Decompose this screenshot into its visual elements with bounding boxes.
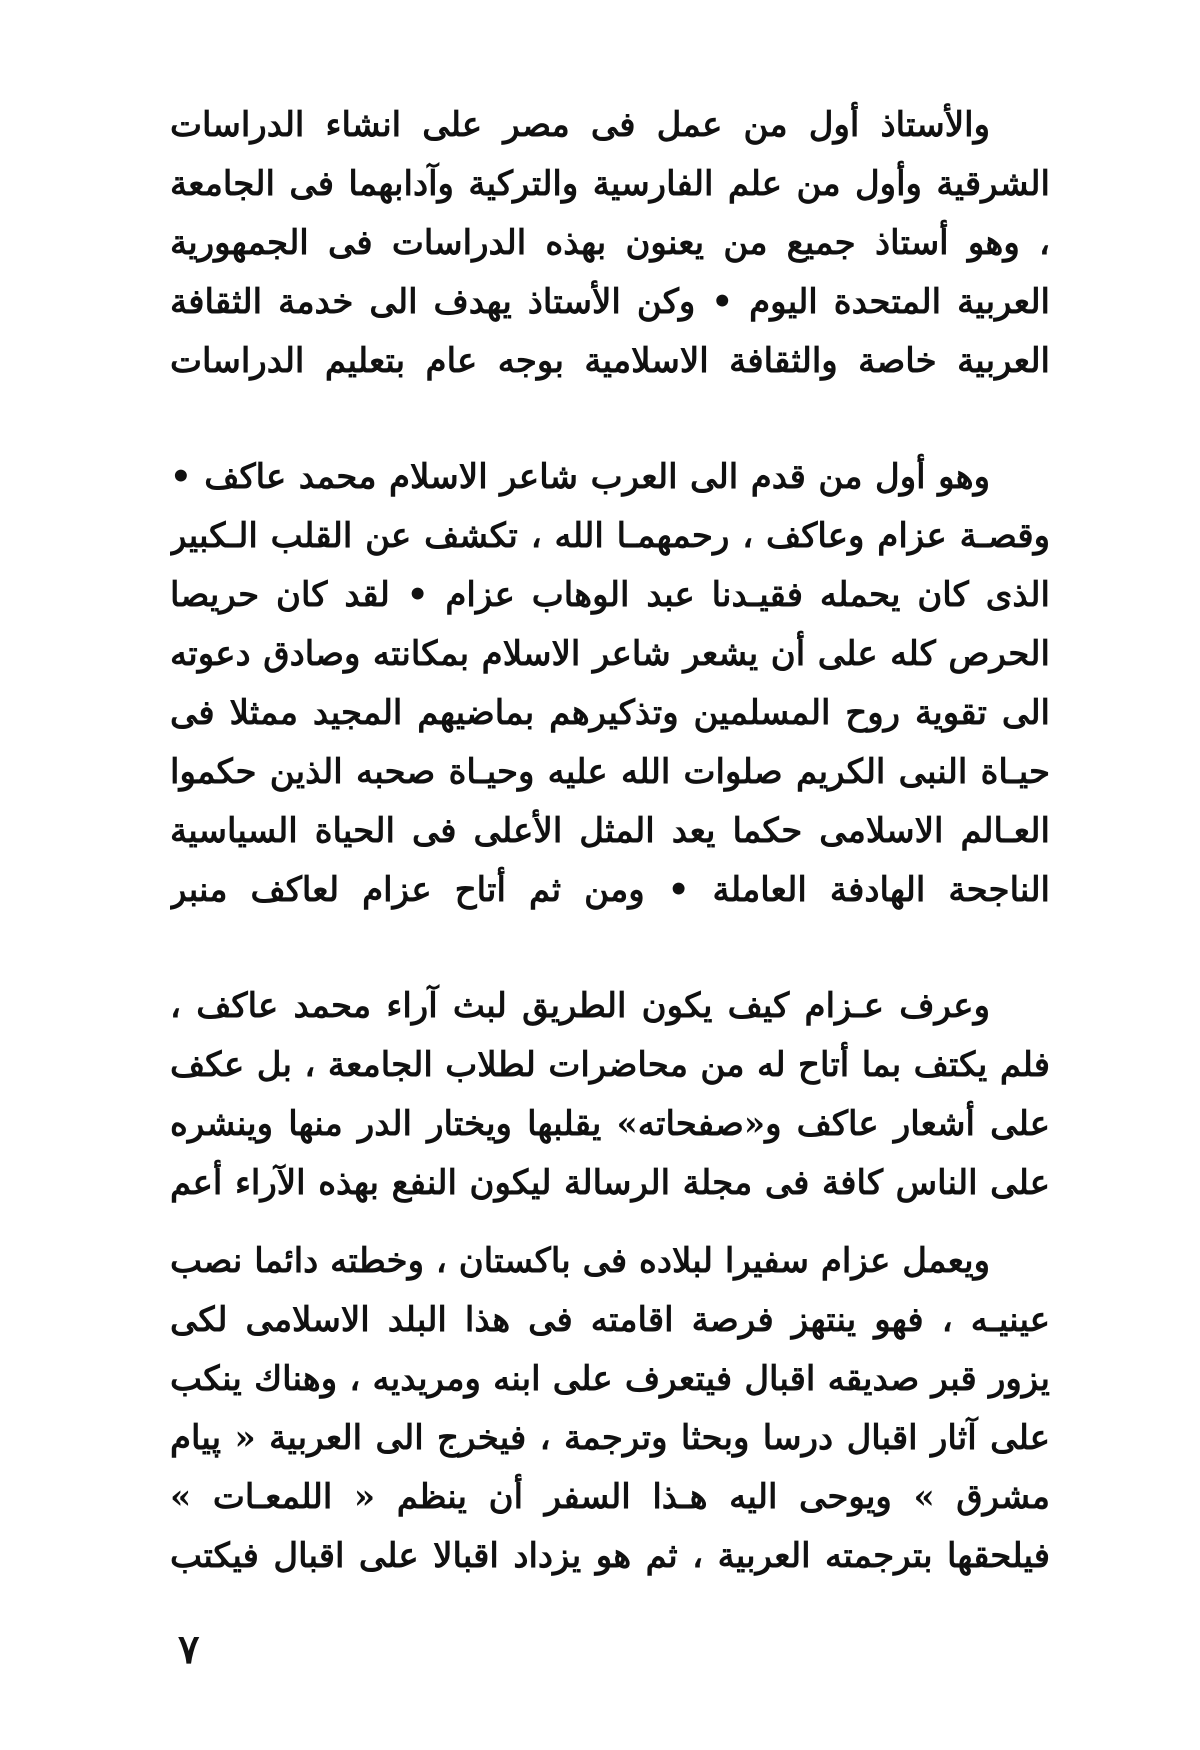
paragraph: وهو أول من قدم الى العرب شاعر الاسلام محمد عاكف • وقصـة عزام وعاكف ، رحمهمـا الله ، تكشف عن القلب الـكبير الذى كان يحمله فقيـدنا عبد الوهاب عزام • لقد كان حريصا الحرص كله على أن يشعر شاعر الاسلام بمكانته وصادق دعوته الى تقوية روح المسلمين وتذكيرهم بماضيهم المجيد ممثلا فى حيـاة النبى الكريم صلوات الله عليه وحيـاة صحبه الذين حكموا العـالم الاسلامى حكما يعد المثل الأعلى فى الحياة السياسية الناجحة الهادفة العاملة • ومن ثم أتاح عزام لعاكف منبر (170, 457, 1050, 910)
body-text (170, 96, 1050, 1586)
page-number: ٧ (178, 1626, 200, 1673)
paragraph: ويعمل عزام سفيرا لبلاده فى باكستان ، وخطته دائما نصب عينيـه ، فهو ينتهز فرصة اقامته فى هذا البلد الاسلامى لكى يزور قبر صديقه اقبال فيتعرف على ابنه ومريديه ، وهناك ينكب على آثار اقبال درسا وبحثا وترجمة ، فيخرج الى العربية « پيام مشرق » ويوحى اليه هـذا السفر أن ينظم « اللمعـات » فيلحقها بترجمته العربية ، ثم هو يزداد اقبالا على اقبال فيكتب (170, 1241, 1050, 1576)
paragraph: والأستاذ أول من عمل فى مصر على انشاء الدراسات الشرقية وأول من علم الفارسية والتركية وآدابهما فى الجامعة ، وهو أستاذ جميع من يعنون بهذه الدراسات فى الجمهورية العربية المتحدة اليوم • وكن الأستاذ يهدف الى خدمة الثقافة العربية خاصة والثقافة الاسلامية بوجه عام بتعليم الدراسات (170, 105, 1050, 381)
paragraph: وعرف عـزام كيف يكون الطريق لبث آراء محمد عاكف ، فلم يكتف بما أتاح له من محاضرات لطلاب الجامعة ، بل عكف على أشعار عاكف و«صفحاته» يقلبها ويختار الدر منها وينشره على الناس كافة فى مجلة الرسالة ليكون النفع بهذه الآراء أعم (170, 986, 1050, 1203)
